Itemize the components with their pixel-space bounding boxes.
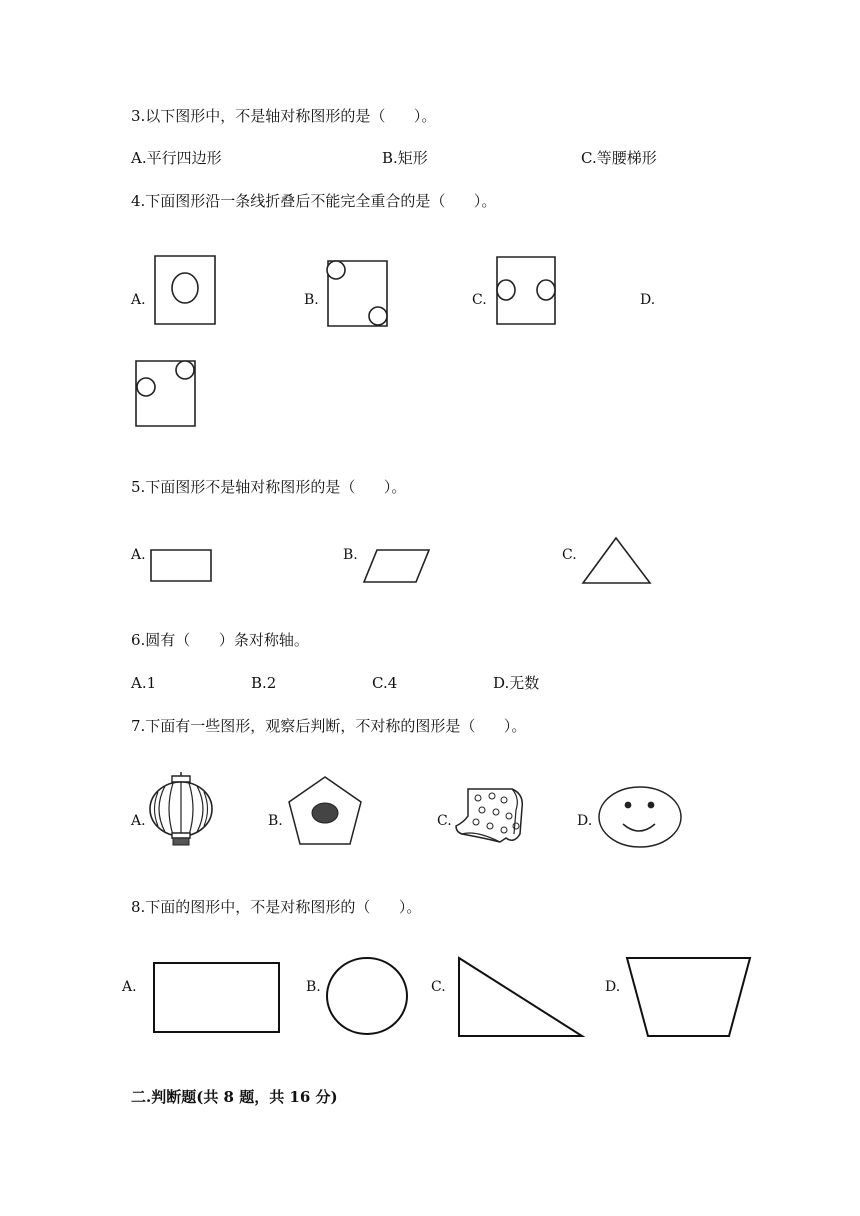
pentagon-icon[interactable] (288, 776, 362, 846)
q8-trapezoid[interactable] (625, 955, 753, 1039)
q7-label-d[interactable]: D. (577, 813, 593, 829)
q5-label-c[interactable]: C. (562, 547, 577, 563)
q4-label-d[interactable]: D. (640, 292, 656, 308)
q3-stem: 3.以下图形中，不是轴对称图形的是（ ）。 (131, 107, 437, 125)
q3-option-c[interactable]: C.等腰梯形 (581, 149, 657, 167)
q4-label-a[interactable]: A. (131, 292, 146, 308)
q8-label-d[interactable]: D. (605, 979, 621, 995)
q8-circle[interactable] (325, 956, 409, 1036)
q6-option-a[interactable]: A.1 (131, 674, 157, 692)
q8-label-c[interactable]: C. (431, 979, 446, 995)
q7-label-c[interactable]: C. (437, 813, 452, 829)
q8-label-b[interactable]: B. (306, 979, 321, 995)
smiley-face-icon[interactable] (598, 786, 682, 848)
q8-label-a[interactable]: A. (122, 979, 137, 995)
q4-label-b[interactable]: B. (304, 292, 319, 308)
lantern-icon[interactable] (148, 772, 214, 846)
q8-rectangle[interactable] (153, 962, 281, 1034)
q4-figure-c[interactable] (493, 256, 559, 326)
q4-stem: 4.下面图形沿一条线折叠后不能完全重合的是（ ）。 (131, 192, 497, 210)
q4-label-c[interactable]: C. (472, 292, 487, 308)
q4-figure-a[interactable] (154, 255, 216, 325)
q7-label-b[interactable]: B. (268, 813, 283, 829)
q8-right-triangle[interactable] (457, 956, 585, 1038)
q6-option-b[interactable]: B.2 (251, 674, 277, 692)
q6-stem: 6.圆有（ ）条对称轴。 (131, 631, 309, 649)
q5-stem: 5.下面图形不是轴对称图形的是（ ）。 (131, 478, 407, 496)
q5-label-a[interactable]: A. (131, 547, 146, 563)
q7-label-a[interactable]: A. (131, 813, 146, 829)
q5-label-b[interactable]: B. (343, 547, 358, 563)
q5-parallelogram[interactable] (363, 549, 431, 583)
q8-stem: 8.下面的图形中，不是对称图形的（ ）。 (131, 898, 422, 916)
q5-rectangle[interactable] (150, 549, 212, 582)
q5-triangle[interactable] (582, 537, 652, 584)
fabric-icon[interactable] (454, 786, 526, 846)
q3-option-a[interactable]: A.平行四边形 (131, 149, 222, 167)
q3-option-b[interactable]: B.矩形 (382, 149, 428, 167)
q4-figure-d[interactable] (134, 358, 198, 428)
q6-option-d[interactable]: D.无数 (493, 674, 540, 692)
q6-option-c[interactable]: C.4 (372, 674, 398, 692)
q4-figure-b[interactable] (325, 258, 389, 328)
q7-stem: 7.下面有一些图形，观察后判断，不对称的图形是（ ）。 (131, 717, 527, 735)
section-title-judgment: 二.判断题(共 8 题，共 16 分) (131, 1088, 338, 1106)
